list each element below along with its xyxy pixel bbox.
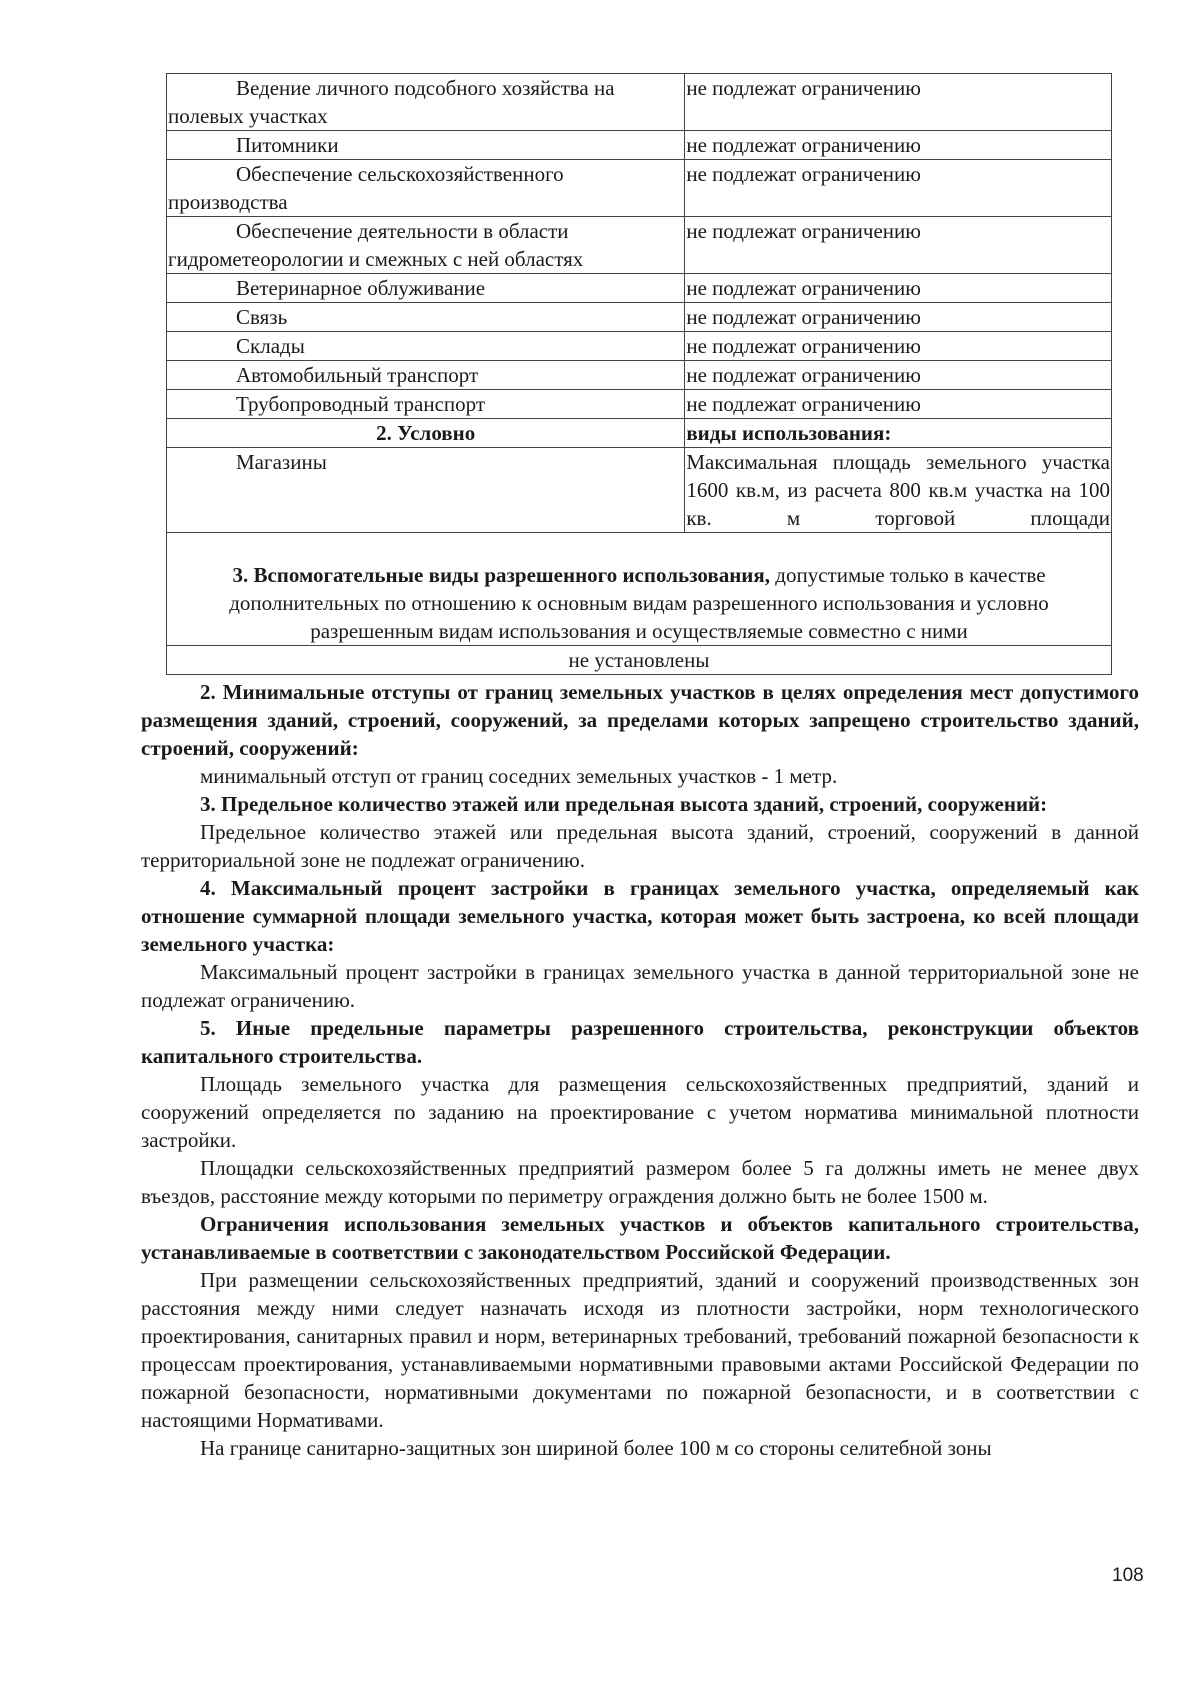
aux-value-cell: не установлены [167, 646, 1112, 675]
table-cell-use: Автомобильный транспорт [167, 361, 685, 390]
shops-cell-value: Максимальная площадь земельного участка 1600 кв.м, из расчета 800 кв.м участка на 100 кв. м торговой площади [685, 448, 1112, 533]
section-heading: 4. Максимальный процент застройки в границах земельного участка, определяемый как отношение суммарной площади земельного участка, которая может быть застроена, ко всей площади земельного участка: [141, 876, 1139, 956]
section-heading: 2. Минимальные отступы от границ земельных участков в целях определения мест допустимого размещения зданий, строений, сооружений, за пределами которых запрещено строительство зданий, строений, сооружений: [141, 680, 1139, 760]
land-use-table [166, 73, 1112, 675]
table-cell-value: не подлежат ограничению [685, 390, 1112, 419]
table-cell-use: Склады [167, 332, 685, 361]
table-row [167, 361, 1112, 390]
aux-title-cell [167, 533, 1112, 646]
section-heading: 3. Предельное количество этажей или предельная высота зданий, строений, сооружений: [200, 792, 1048, 816]
table-cell-value: не подлежат ограничению [685, 74, 1112, 131]
table-cell-value: не подлежат ограничению [685, 332, 1112, 361]
conditional-header-left: 2. Условно [167, 419, 685, 448]
paragraph: Площадь земельного участка для размещения сельскохозяйственных предприятий, зданий и сооружений определяется по заданию на проектирование с учетом норматива минимальной плотности застройки. [141, 1072, 1139, 1152]
table-cell-value: не подлежат ограничению [685, 274, 1112, 303]
aux-value-row [167, 646, 1112, 675]
table-row [167, 131, 1112, 160]
paragraph: Площадки сельскохозяйственных предприятий размером более 5 га должны иметь не менее двух въездов, расстояние между которыми по периметру ограждения должно быть не более 1500 м. [141, 1156, 1139, 1208]
table-row [167, 160, 1112, 217]
table-cell-value: не подлежат ограничению [685, 131, 1112, 160]
shops-cell-name: Магазины [167, 448, 685, 533]
table-cell-use: Ветеринарное облуживание [167, 274, 685, 303]
table-cell-value: не подлежат ограничению [685, 361, 1112, 390]
shops-row [167, 448, 1112, 533]
table-row [167, 274, 1112, 303]
paragraph: При размещении сельскохозяйственных предприятий, зданий и сооружений производственных зон расстояния между ними следует назначать исходя из плотности застройки, норм технологического проектирования, санитарных правил и норм, ветеринарных требований, требований пожарной безопасности к процессам проектирования, устанавливаемыми нормативными правовыми актами Российской Федерации по пожарной безопасности, нормативными документами по пожарной безопасности, и в соответствии с настоящими Нормативами. [141, 1268, 1139, 1432]
table-row [167, 332, 1112, 361]
section-heading: Ограничения использования земельных участков и объектов капитального строительства, устанавливаемые в соответствии с законодательством Российской Федерации. [141, 1212, 1139, 1264]
table-cell-value: не подлежат ограничению [685, 217, 1112, 274]
paragraph: На границе санитарно-защитных зон шириной более 100 м со стороны селитебной зоны [200, 1436, 992, 1460]
table-row [167, 74, 1112, 131]
table-cell-value: не подлежат ограничению [685, 303, 1112, 332]
table-row [167, 217, 1112, 274]
page-number: 108 [1112, 1565, 1144, 1586]
paragraph: Максимальный процент застройки в границах земельного участка в данной территориальной зоне не подлежат ограничению. [141, 960, 1139, 1012]
table-cell-use: Ведение личного подсобного хозяйства на полевых участках [167, 74, 685, 131]
conditional-header-right: виды использования: [685, 419, 1112, 448]
conditional-header-row [167, 419, 1112, 448]
table-cell-value: не подлежат ограничению [685, 160, 1112, 217]
body-text [141, 678, 1139, 1462]
aux-title-bold: 3. Вспомогательные виды разрешенного использования, [232, 563, 771, 587]
section-heading: 5. Иные предельные параметры разрешенного строительства, реконструкции объектов капитального строительства. [141, 1016, 1139, 1068]
aux-title-rest: допустимые только в качестве дополнительных по отношению к основным видам разрешенного использования и условно разрешенным видам использования и осуществляемые совместно с ними [229, 563, 1049, 643]
table-cell-use: Обеспечение деятельности в области гидрометеорологии и смежных с ней областях [167, 217, 685, 274]
paragraph: минимальный отступ от границ соседних земельных участков - 1 метр. [200, 764, 838, 788]
paragraph: Предельное количество этажей или предельная высота зданий, строений, сооружений в данной территориальной зоне не подлежат ограничению. [141, 820, 1139, 872]
table-cell-use: Трубопроводный транспорт [167, 390, 685, 419]
table-cell-use: Питомники [167, 131, 685, 160]
table-row [167, 303, 1112, 332]
table-cell-use: Связь [167, 303, 685, 332]
aux-title-row [167, 533, 1112, 646]
table-row [167, 390, 1112, 419]
table-cell-use: Обеспечение сельскохозяйственного производства [167, 160, 685, 217]
